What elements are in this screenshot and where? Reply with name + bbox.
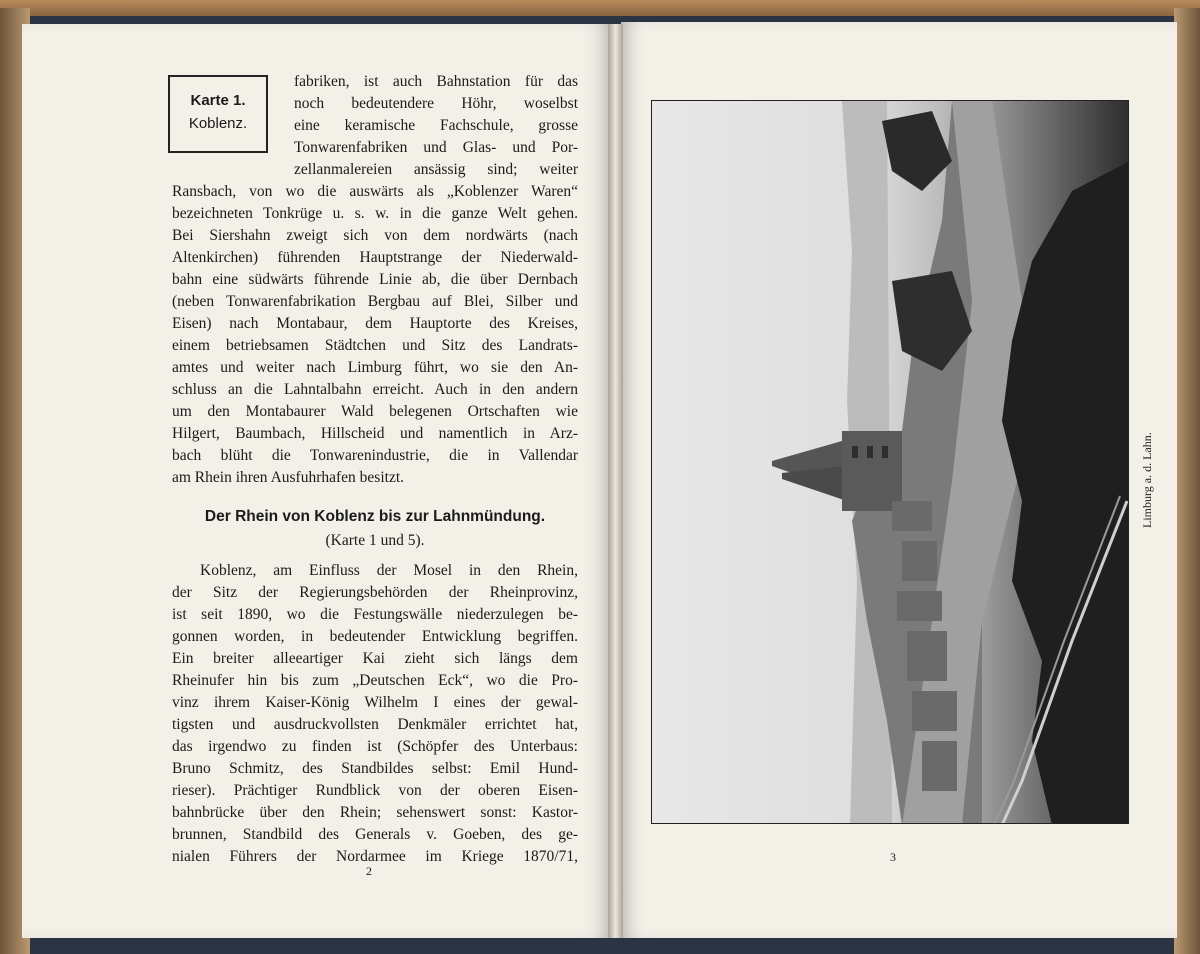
text-line: Eisen) nach Montabaur, dem Hauptorte des Kreises,: [172, 315, 578, 332]
text-line: bach blüht die Tonwarenindustrie, die in Vallendar: [172, 447, 578, 464]
text-line: bahnbrücke über den Rhein; sehenswert sonst: Kastor-: [172, 804, 578, 821]
text-line: am Rhein ihren Ausfuhrhafen besitzt.: [172, 469, 405, 486]
section-heading: Der Rhein von Koblenz bis zur Lahnmündung.: [204, 508, 546, 525]
text-line: bahn eine südwärts führende Linie ab, die über Dernbach: [172, 271, 578, 288]
map-reference-title: Karte 1.: [190, 92, 246, 109]
text-line: Tonwarenfabriken und Glas- und Por-: [294, 139, 578, 156]
text-line: Hilgert, Baumbach, Hillscheid und namentlich in Arz-: [172, 425, 578, 442]
text-line: bezeichneten Tonkrüge u. s. w. in die ganze Welt gehen.: [172, 205, 578, 222]
page-number-left: 2: [366, 864, 372, 878]
text-line: nialen Führers der Nordarmee im Kriege 1870/71,: [172, 848, 578, 865]
text-line: fabriken, ist auch Bahnstation für das: [294, 73, 578, 90]
page-number-right: 3: [890, 850, 896, 864]
text-line: amtes und weiter nach Limburg führt, wo sie den An-: [172, 359, 578, 376]
book-top-edge: [0, 0, 1200, 16]
text-line: Altenkirchen) führenden Hauptstrange der Niederwald-: [172, 249, 578, 266]
section-subheading: (Karte 1 und 5).: [325, 532, 425, 549]
text-line: noch bedeutendere Höhr, woselbst: [294, 95, 578, 112]
text-line: eine keramische Fachschule, grosse: [294, 117, 578, 134]
text-line: gonnen worden, in bedeutender Entwicklung begriffen.: [172, 628, 578, 645]
text-line: zellanmalereien ansässig sind; weiter: [294, 161, 578, 178]
text-line: Bei Siershahn zweigt sich von dem nordwärts (nach: [172, 227, 578, 244]
text-line: rieser). Prächtiger Rundblick von der oberen Eisen-: [172, 782, 578, 799]
text-line: brunnen, Standbild des Generals v. Goeben, des ge-: [172, 826, 578, 843]
text-line: Rheinufer hin bis zum „Deutschen Eck“, wo die Pro-: [172, 672, 578, 689]
book-cover-right: [1174, 8, 1200, 954]
text-line: Ein breiter alleeartiger Kai zieht sich längs dem: [172, 650, 578, 667]
text-line: (neben Tonwarenfabrikation Bergbau auf Blei, Silber und: [172, 293, 578, 310]
text-line: Ransbach, von wo die auswärts als „Koblenzer Waren“: [172, 183, 578, 200]
text-line: Bruno Schmitz, des Standbildes selbst: Emil Hund-: [172, 760, 578, 777]
photo-caption: Limburg a. d. Lahn.: [1140, 432, 1154, 528]
text-line: schluss an die Lahntalbahn erreicht. Auch in den andern: [172, 381, 578, 398]
text-line: tigsten und ausdruckvollsten Denkmäler errichtet hat,: [172, 716, 578, 733]
text-line: das irgendwo zu finden ist (Schöpfer des Unterbaus:: [172, 738, 578, 755]
book-gutter: [608, 24, 623, 938]
text-line: vinz ihrem Kaiser-König Wilhelm I eines der gewal-: [172, 694, 578, 711]
map-reference-box: [168, 75, 268, 153]
map-reference-place: Koblenz.: [188, 115, 248, 132]
text-line: um den Montabaurer Wald belegenen Ortschaften wie: [172, 403, 578, 420]
photograph-limburg: [651, 100, 1129, 824]
text-line: ist seit 1890, wo die Festungswälle niederzulegen be-: [172, 606, 578, 623]
text-line: der Sitz der Regierungsbehörden der Rheinprovinz,: [172, 584, 578, 601]
text-line: Koblenz, am Einfluss der Mosel in den Rhein,: [200, 562, 578, 579]
text-line: einem betriebsamen Städtchen und Sitz des Landrats-: [172, 337, 578, 354]
